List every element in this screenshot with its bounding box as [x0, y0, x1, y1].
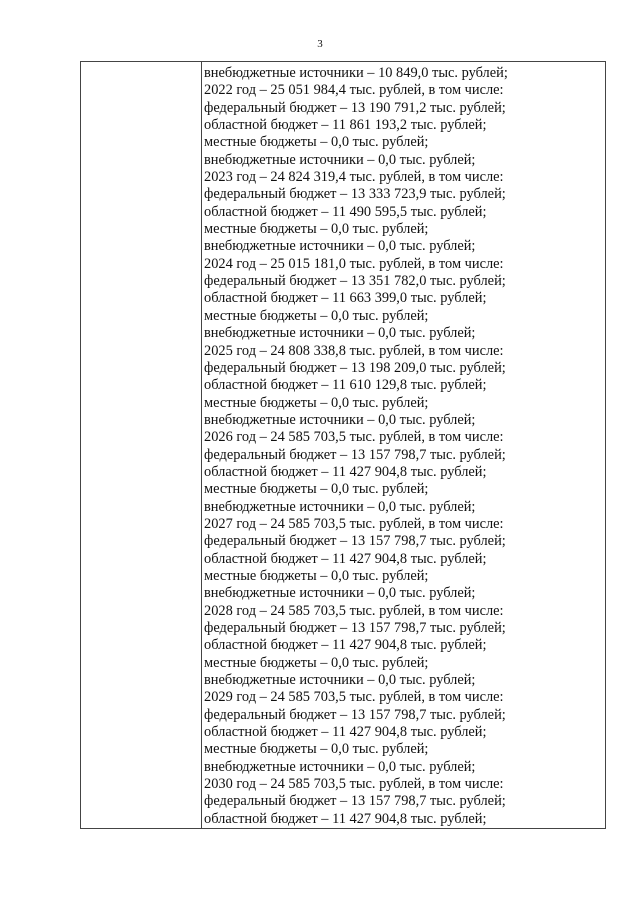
funding-line: внебюджетные источники – 0,0 тыс. рублей; [204, 672, 476, 689]
funding-line: 2023 год – 24 824 319,4 тыс. рублей, в том числе: [204, 169, 504, 186]
funding-line: областной бюджет – 11 490 595,5 тыс. рублей; [204, 203, 487, 220]
funding-line: областной бюджет – 11 610 129,8 тыс. рублей; [204, 377, 487, 394]
funding-line: федеральный бюджет – 13 351 782,0 тыс. рублей; [204, 273, 506, 290]
funding-line: внебюджетные источники – 0,0 тыс. рублей; [204, 411, 476, 428]
funding-line: областной бюджет – 11 427 904,8 тыс. рублей; [204, 637, 487, 654]
funding-line: внебюджетные источники – 0,0 тыс. рублей; [204, 238, 476, 255]
funding-line: 2027 год – 24 585 703,5 тыс. рублей, в том числе: [204, 515, 504, 532]
funding-line: внебюджетные источники – 10 849,0 тыс. рублей; [204, 65, 508, 81]
funding-line: федеральный бюджет – 13 157 798,7 тыс. рублей; [204, 620, 506, 636]
funding-line: областной бюджет – 11 427 904,8 тыс. рублей; [204, 810, 487, 827]
funding-line: местные бюджеты – 0,0 тыс. рублей; [204, 654, 429, 671]
funding-line: внебюджетные источники – 0,0 тыс. рублей; [204, 498, 476, 515]
funding-line: 2029 год – 24 585 703,5 тыс. рублей, в том числе: [204, 689, 504, 706]
funding-table [80, 61, 606, 829]
funding-line: 2025 год – 24 808 338,8 тыс. рублей, в том числе: [204, 342, 504, 359]
funding-line: областной бюджет – 11 427 904,8 тыс. рублей; [204, 463, 487, 480]
page-number: 3 [317, 38, 323, 50]
funding-line: областной бюджет – 11 427 904,8 тыс. рублей; [204, 724, 487, 741]
funding-line: внебюджетные источники – 0,0 тыс. рублей; [204, 585, 476, 602]
funding-line: областной бюджет – 11 861 193,2 тыс. рублей; [204, 117, 487, 134]
funding-line: местные бюджеты – 0,0 тыс. рублей; [204, 481, 429, 498]
funding-line: областной бюджет – 11 663 399,0 тыс. рублей; [204, 290, 487, 307]
funding-line: федеральный бюджет – 13 157 798,7 тыс. рублей; [204, 706, 506, 723]
funding-line: федеральный бюджет – 13 157 798,7 тыс. рублей; [204, 793, 506, 810]
funding-line: местные бюджеты – 0,0 тыс. рублей; [204, 134, 429, 151]
funding-line: внебюджетные источники – 0,0 тыс. рублей; [204, 325, 476, 342]
funding-line: внебюджетные источники – 0,0 тыс. рублей; [204, 758, 476, 775]
funding-line: 2026 год – 24 585 703,5 тыс. рублей, в том числе: [204, 429, 504, 446]
funding-line: местные бюджеты – 0,0 тыс. рублей; [204, 221, 429, 238]
funding-line: местные бюджеты – 0,0 тыс. рублей; [204, 741, 429, 758]
funding-line: 2022 год – 25 051 984,4 тыс. рублей, в том числе: [204, 82, 504, 99]
funding-line: местные бюджеты – 0,0 тыс. рублей; [204, 307, 429, 324]
funding-line: федеральный бюджет – 13 157 798,7 тыс. рублей; [204, 446, 506, 463]
funding-line: внебюджетные источники – 0,0 тыс. рублей; [204, 151, 476, 168]
funding-line: 2030 год – 24 585 703,5 тыс. рублей, в том числе: [204, 776, 504, 793]
funding-line: федеральный бюджет – 13 198 209,0 тыс. рублей; [204, 359, 506, 376]
funding-line: местные бюджеты – 0,0 тыс. рублей; [204, 394, 429, 411]
funding-line: местные бюджеты – 0,0 тыс. рублей; [204, 567, 429, 584]
funding-line: федеральный бюджет – 13 190 791,2 тыс. рублей; [204, 99, 506, 116]
funding-line: 2024 год – 25 015 181,0 тыс. рублей, в том числе: [204, 255, 504, 272]
funding-line: 2028 год – 24 585 703,5 тыс. рублей, в том числе: [204, 602, 504, 619]
funding-text-cell [204, 65, 601, 828]
column-divider [201, 62, 202, 828]
funding-line: федеральный бюджет – 13 157 798,7 тыс. рублей; [204, 533, 506, 550]
funding-line: областной бюджет – 11 427 904,8 тыс. рублей; [204, 550, 487, 567]
funding-line: федеральный бюджет – 13 333 723,9 тыс. рублей; [204, 186, 506, 203]
